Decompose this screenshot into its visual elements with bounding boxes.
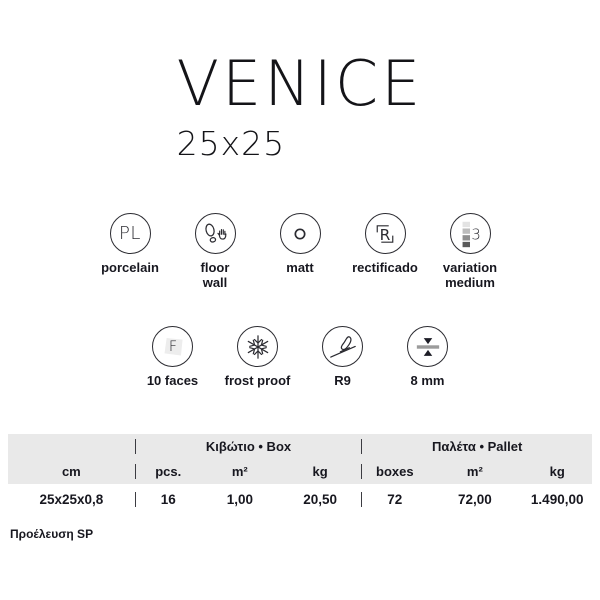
variation-label-line2: medium (445, 275, 495, 291)
packaging-table (8, 434, 592, 514)
thickness-icon (407, 326, 448, 367)
col-header-m2-pallet: m² (466, 464, 483, 480)
feature-rectificado (343, 213, 428, 290)
porcelain-glyph: PL (119, 223, 141, 245)
tile-face-icon (156, 330, 190, 364)
variation-level-number: 3 (471, 225, 481, 244)
origin-note: Προέλευση SP (10, 527, 94, 542)
page-title: VENICE (176, 47, 424, 120)
pallet-group-header: Παλέτα • Pallet (361, 439, 592, 454)
floor-wall-label-line1: floor (200, 260, 230, 276)
floor-wall-icon (195, 213, 236, 254)
feature-porcelain (88, 213, 173, 290)
frost-proof-label: frost proof (224, 373, 291, 389)
faces-glyph: F (168, 338, 177, 355)
r9-label: R9 (334, 373, 351, 389)
col-header-m2-box: m² (231, 464, 248, 480)
rectificado-label: rectificado (352, 260, 418, 276)
faces-label: 10 faces (146, 373, 199, 389)
table-data-row (8, 484, 592, 514)
cell-kg-pallet: 1.490,00 (530, 491, 584, 507)
cell-pcs: 16 (135, 492, 201, 507)
title-block (176, 47, 424, 164)
faces-icon (152, 326, 193, 367)
box-group-header: Κιβώτιο • Box (135, 439, 362, 454)
col-header-cm: cm (61, 464, 81, 480)
rectified-r-icon (368, 217, 402, 251)
col-header-kg-pallet: kg (549, 464, 565, 480)
cell-boxes: 72 (361, 492, 427, 507)
rectificado-icon (365, 213, 406, 254)
rectificado-glyph: R (379, 225, 391, 244)
feature-row-1 (0, 213, 600, 290)
floor-wall-label-line2: wall (202, 275, 228, 291)
thickness-arrows-icon (411, 330, 445, 364)
cell-dimensions: 25x25x0,8 (39, 491, 104, 507)
feature-thickness (385, 326, 470, 388)
table-column-header-row (8, 459, 592, 484)
feature-r9 (300, 326, 385, 388)
cell-m2-pallet: 72,00 (457, 491, 492, 507)
table-group-header-row (8, 434, 592, 459)
matt-label: matt (286, 260, 314, 276)
cell-kg-box: 20,50 (303, 491, 338, 507)
slip-rating-icon (322, 326, 363, 367)
feature-floor-wall (173, 213, 258, 290)
snowflake-icon (241, 330, 275, 364)
col-header-pcs: pcs. (135, 464, 201, 479)
col-header-boxes: boxes (361, 464, 427, 479)
variation-icon (450, 213, 491, 254)
feature-variation (428, 213, 513, 290)
frost-proof-icon (237, 326, 278, 367)
feature-row-2 (0, 326, 600, 388)
thickness-label: 8 mm (410, 373, 445, 389)
foot-ramp-icon (326, 330, 360, 364)
porcelain-icon (110, 213, 151, 254)
size-subtitle: 25x25 (176, 124, 286, 164)
footprint-hand-icon (198, 217, 232, 251)
feature-frost-proof (215, 326, 300, 388)
feature-matt (258, 213, 343, 290)
shade-variation-icon (453, 217, 487, 251)
col-header-kg-box: kg (312, 464, 328, 480)
variation-label-line1: variation (442, 260, 498, 276)
porcelain-label: porcelain (101, 260, 159, 276)
cell-m2-box: 1,00 (226, 491, 253, 507)
matt-dot-icon (283, 217, 317, 251)
matt-icon (280, 213, 321, 254)
feature-10-faces (130, 326, 215, 388)
